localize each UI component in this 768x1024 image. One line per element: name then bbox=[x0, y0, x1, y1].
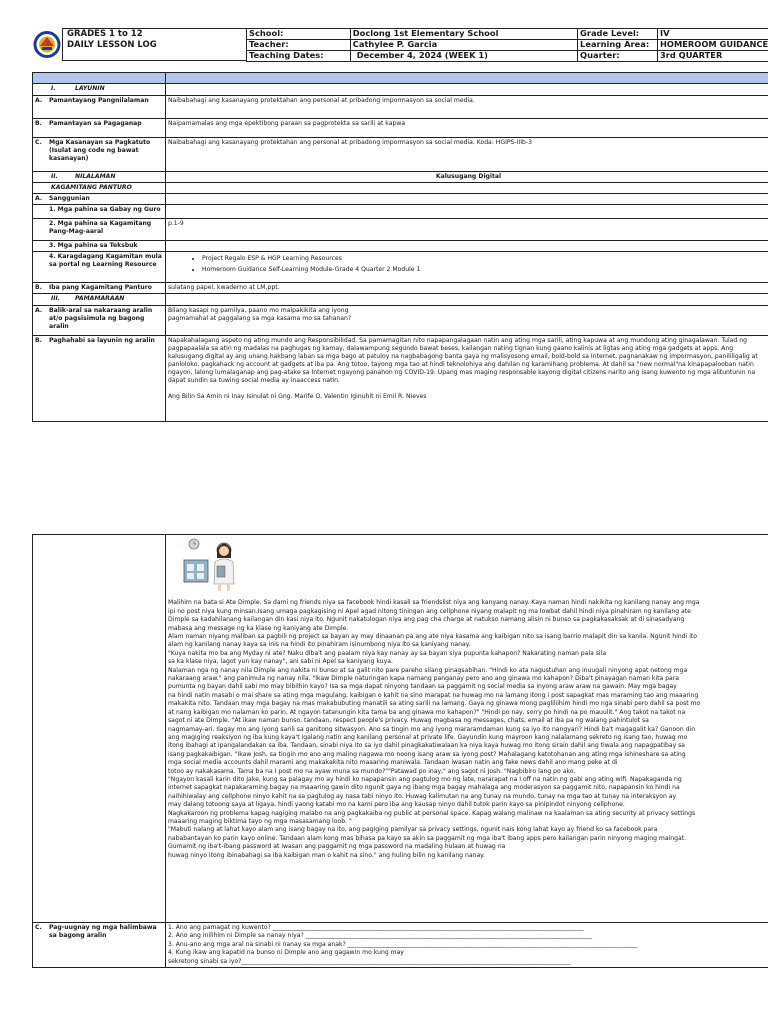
value-nilalaman: Kalusugang Digital bbox=[166, 172, 768, 183]
dates-value: December 4, 2024 (WEEK 1) bbox=[350, 51, 577, 62]
paghahabi-credit: Ang Bilin Sa Amin ni Inay Isinulat ni Gng. Marife O. Valentin Iginuhit ni Emil R. Nieves bbox=[168, 393, 427, 401]
section-title-layunin: LAYUNIN bbox=[75, 85, 105, 92]
story-line: "Ngayon kasali karin dito Jake, kung sa palagay mo ay hindi ko napapansin ang pagtulog mo ng late, nararapat na I off na natin ng gabi ang ating wifi. Napakaganda ng bbox=[168, 775, 682, 783]
row-kasanayan: C. Mga Kasanayan sa Pagkatuto (Isulat ang code ng bawat kasanayan) Naibabahagi ang kasanayang protektahan ang personal at pribadong impormasyon sa social media. Koda: HGIPS-IIIb-3 bbox=[33, 138, 768, 172]
dll-header bbox=[32, 28, 768, 61]
row-nilalaman: II. NILALAMAN Kalusugang Digital bbox=[33, 172, 768, 183]
label-teksbuk: 3. Mga pahina sa Teksbuk bbox=[33, 241, 166, 252]
row-balik-aral: A. Balik-aral sa nakaraang aralin at/o pagsisimula ng bagong aralin Bilang kasapi ng pamilya, paano mo maipakikita ang iyong pagmamahal at paggalang sa mga kasama mo sa tahanan? bbox=[33, 305, 768, 335]
story-table bbox=[32, 534, 768, 968]
story-illustration bbox=[182, 536, 244, 592]
row-pamamaraan: III. PAMAMARAAN bbox=[33, 294, 768, 305]
story-line: internet sapagkat napakaraming bagay na maaaring gawin dito ngunit gaya ng ibang mga bagay mahalaga ang moderasyon sa paggamit nito, napapansin ko hindi na bbox=[168, 784, 680, 792]
section-title-nilalaman: NILALAMAN bbox=[75, 173, 116, 180]
row-sanggunian: A. Sanggunian bbox=[33, 194, 768, 205]
title-grades: GRADES 1 to 12 bbox=[67, 29, 143, 39]
story-line: totoo ay nakakasama. Tama ba na I post mo na ayaw muna sa mundo?""Patawad po inay," ang sagot ni Josh. "Nagbibiro lang po ako. bbox=[168, 767, 576, 775]
row-story bbox=[33, 535, 768, 923]
story-line: isang pagkakaibigan. "Ikaw Josh, sa tingin mo ano ang maling nagawa mo noong isang araw sa iyong post? Mahalagang katotohanan ang ating mga ishineshare sa ating bbox=[168, 750, 686, 758]
question-line[interactable]: 3. Anu-ano ang mga aral na sinabi ni nanay sa mga anak? _______________________________________________________________________________________________ bbox=[168, 940, 638, 948]
label-pamantayang-nilalaman: Pamantayang Pangnilalaman bbox=[49, 97, 149, 104]
label-karagdagang-kagamitan: 4. Karagdagang Kagamitan mula sa portal ng Learning Resource bbox=[33, 252, 166, 283]
question-line[interactable]: 1. Ano ang pamagat ng kuwento? ______________________________________________________________________________________________________ bbox=[168, 924, 584, 931]
label-balik-aral: Balik-aral sa nakaraang aralin at/o pagsisimula ng bagong aralin bbox=[49, 306, 153, 330]
story-line: pumunta ng bayan dahil sabi mo may bibilhin kayo? Isa sa mga dapat ninyong tandaan sa paggamit ng social media sa inyong araw araw na gawain. May mga bagay bbox=[168, 683, 677, 691]
row-pag-uugnay: C. Pag-uugnay ng mga halimbawa sa bagong aralin 1. Ano ang pamagat ng kuwento? ______________________________________________________________________________________________________ 2. Ano ang inilihim ni Dimple sa nanay niya? ______________________________________________________________________________________________ 3. Anu-ano ang mga aral na sinabi ni nanay sa mga anak? _______________________________________________________________________________________________ 4. Kung ikaw ang kapatid na bunso ni Dimple ano ang gagawin mo kung may sekretong sinabi sa iyo?____________________________________________________________________________________________________________ bbox=[33, 923, 768, 968]
text-kasanayan: Naibabahagi ang kasanayang protektahan ang personal at pribadong impormasyon sa social media. Koda: HGIPS-IIIb-3 bbox=[166, 138, 768, 172]
story-line: makakita nito. Tandaan may mga bagay na mas makabubuting manatili sa ating sarili na lamang. Gaya ng ginawa mong pagliliihim hindi mo nga sinabi pero dahil sa post mo bbox=[168, 700, 701, 708]
question-line[interactable]: sekretong sinabi sa iyo?____________________________________________________________________________________________________________ bbox=[168, 957, 571, 965]
label-paghahabi: Paghahabi sa layunin ng aralin bbox=[49, 336, 155, 344]
label-kasanayan: Mga Kasanayan sa Pagkatuto (Isulat ang code ng bawat kasanayan) bbox=[49, 139, 151, 163]
grade-label: Grade Level: bbox=[578, 29, 658, 40]
deped-seal-logo bbox=[32, 28, 62, 61]
lesson-table bbox=[32, 72, 768, 422]
story-line: ipi no post niya kung minsan.Isang umaga pagkagising ni Apel agad nitong tiningan ang cellphone niyang malapit ng ma lowbat dahil hindi niya pinahiram ng kanilang ate bbox=[168, 607, 691, 615]
story-line: sa ka klase niya, lagot yun kay nanay", ani sabi ni Apel sa kaniyang kuya. bbox=[168, 658, 393, 666]
row-layunin bbox=[33, 84, 768, 96]
story-line: alam ng kanilang nanay kaya sa inis na hindi ito pinahiram isinumbong niya ito sa kaniyang nanay. bbox=[168, 641, 471, 649]
story-line: na hindi natin masabi o mai share sa ating mga magulang, kaibigan o kahit na sino marapat na huwag mo na lamang itong i post sapagkat mas maraming tao ang maaaring bbox=[168, 691, 699, 699]
label-iba-pang-kagamitan: Iba pang Kagamitang Panturo bbox=[49, 284, 152, 292]
story-line: naihihiwalay ang cellphone ninyo kahit na sa pagtulog ay nasa tabi ninyo ito. Huwag kalimutan na ang tunay na mundo, tunay na mga tao at tunay na interaksyon ay bbox=[168, 792, 677, 800]
grade-value: IV bbox=[657, 29, 768, 40]
text-pamantayan-pagaganap: Naipamamalas ang mga epektibong paraan sa pagprotekta sa sarili at kapwa bbox=[166, 119, 768, 138]
story-line: mga social media accounts dahil marami ang makakakita nito maaaring maniwala. Tandaan iwasan natin ang fake news dahil ano mang peke at di bbox=[168, 759, 618, 767]
label-pag-uugnay: Pag-uugnay ng mga halimbawa sa bagong aralin bbox=[49, 924, 157, 940]
label-gabay-guro: 1. Mga pahina sa Gabay ng Guro bbox=[33, 205, 166, 219]
section-title-pamamaraan: PAMAMARAAN bbox=[75, 295, 125, 303]
school-label: School: bbox=[247, 29, 351, 40]
row-iba-pang-kagamitan: B. Iba pang Kagamitang Panturo sulatang papel, kwaderno at LM,ppt. bbox=[33, 283, 768, 294]
area-value: HOMEROOM GUIDANCE bbox=[657, 40, 768, 51]
story-line: Nalaman nga ng nanay nila Dimple ang nakita ni bunso at sa galit nito pare pareho silang pinagsabihan. "Hindi ko ata nagustuhan ang inuugali ninyong apat netong mga bbox=[168, 666, 688, 674]
story-line: huwag ninyo itong ibinabahagi sa iba kaibigan man o kahit na sino." ang huling bilin ng kanilang nanay. bbox=[168, 851, 485, 859]
paghahabi-text: Napakahalagang aspeto ng ating mundo ang Responsibilidad. Sa pamamagitan nito napapangalagaan natin ang ating mga sarili, ating kapuwa at ang mundong ating ginagalawan. Tulad ng pagpapaalala sa atin ng madalas na paghugas ng kamay, dalawampung segundo bawat beses, kailangan nating tignan kung gaano kalinis at ligtas ang ating mga gadgets at apps. Ang kalusugang digital ay ang unang hakbang laban sa mga bago at patuloy na nagbabagong banta gaya ng malisyosong email, bold-bold sa Internet, pagnanakaw ng impormasyon, panililigalig at panloloko, pagkahack ng account at gadgets at iba pa. Ang totoo, tayong mga tao at hindi teknolohiya ang dahilan ng karamihang problema. At dahil sa "new normal"na kinapapalooban natin ngayon, lalong lumalaganap ang pag-atake sa Internet ngayong panahon ng COVID-19. Upang mas maging responsable kayong digital citizens narito ang isang kuwento ng mga alituntunin na dapat sundin sa tuwing social media ay inaaccess natin. bbox=[168, 336, 758, 385]
story-line: itong ibahagi at ipangalandakan sa iba. Tandaan, sinabi niya ito sa iyo dahil pinagkakatiwalaan ka niya kaya huwag mo itong sirain dahil ang tiwala ang napagpatibay sa bbox=[168, 742, 686, 750]
title-kagamitang-panturo: KAGAMITANG PANTURO bbox=[33, 183, 166, 194]
row-pamantayang-nilalaman: A. Pamantayang Pangnilalaman Naibabahagi ang kasanayang protektahan ang personal at pribadong impormasyon sa social media. bbox=[33, 96, 768, 119]
quarter-label: Quarter: bbox=[578, 51, 658, 62]
row-gabay-guro bbox=[33, 205, 768, 219]
school-value: Doclong 1st Elementary School bbox=[350, 29, 577, 40]
dll-title bbox=[62, 28, 246, 61]
story-line: Alam naman niyang maliban sa pagbili ng project sa bayan ay may dinaanan pa ang ate niya kasama ang kaibigan nito sa isang barrio malapit din sa kanila. Ngunit hindi ito bbox=[168, 633, 698, 641]
story-line: nakaraang araw." ang panimula ng nanay nila. "Ikaw Dimple naturingan kapa namang panganay pero ano ang ginawa mo kahapon? Diba't pinayagan naman kita para bbox=[168, 675, 680, 683]
story-line: "Kuya nakita mo ba ang Myday ni ate? Naku diba't ang paalam niya kay nanay ay sa bayan siya pupunta kahapon? Nakarating naman pala sila bbox=[168, 649, 607, 657]
row-pamantayan-pagaganap: B. Pamantayan sa Pagaganap Naipamamalas ang mga epektibong paraan sa pagprotekta sa sarili at kapwa bbox=[33, 119, 768, 138]
story-line: nababantayan ko parin kayo online. Tandaan alam kong mas bihasa pa kayo sa akin sa paggamit ng mga iba't ibang apps pero kailangan parin ninyong maging maingat. bbox=[168, 834, 687, 842]
teacher-label: Teacher: bbox=[247, 40, 351, 51]
balik-aral-line1: Bilang kasapi ng pamilya, paano mo maipakikita ang iyong bbox=[168, 306, 349, 314]
quarter-value: 3rd QUARTER bbox=[657, 51, 768, 62]
balik-aral-line2: pagmamahal at paggalang sa mga kasama mo sa tahanan? bbox=[168, 314, 352, 322]
header-info-table bbox=[246, 28, 768, 62]
section-num: I. bbox=[51, 85, 56, 92]
resource-item: • Homeroom Guidance Self-Learning Module-Grade 4 Quarter 2 Module 1 bbox=[202, 266, 768, 274]
question-line[interactable]: 2. Ano ang inilihim ni Dimple sa nanay niya? ______________________________________________________________________________________________ bbox=[168, 932, 593, 940]
questions-cell bbox=[166, 923, 768, 968]
story-line: Gumamit ng iba't-ibang password at iwasan ang paggamit ng mga password na madaling hulaan at huwag na bbox=[168, 843, 506, 851]
value-iba-pang-kagamitan: sulatang papel, kwaderno at LM,ppt. bbox=[166, 283, 768, 294]
teacher-value: Cathylee P. Garcia bbox=[350, 40, 577, 51]
title-dll: DAILY LESSON LOG bbox=[67, 40, 157, 50]
row-karagdagang-kagamitan bbox=[33, 252, 768, 283]
row-kagamitang-panturo bbox=[33, 183, 768, 194]
text-pamantayang-nilalaman: Naibabahagi ang kasanayang protektahan ang personal at pribadong impormasyon sa social media. bbox=[166, 96, 768, 119]
story-line: Nagkakaroon ng problema kapag nagiging malabo na ang pagkakaiba ng public at personal space. Kapag walang malinaw na kaalaman sa ating security at privacy settings bbox=[168, 809, 696, 817]
story-line: ang magiging reaksiyon ng iba kung kaya't igalang natin ang kanilang personal at private life. Gayundin kung mayroon kang nalalamang sekreto ng isang tao, huwag mo bbox=[168, 733, 688, 741]
resource-item: • Project Regalo ESP & HGP Learning Resources bbox=[202, 255, 768, 263]
story-line: Dimple sa kadahilanang kailangan din kasi niya ito. Ngunit nakatulogan niya ang pag cha charge at natukso namang alisin ni bunso sa pagkakasaksak at di sinasadyang bbox=[168, 616, 685, 624]
story-line: Malihim na bata si Ate Dimple. Sa dami ng friends niya sa facebook hindi kasali sa friendslist niya ang kanyang nanay. Kaya naman hindi nakikita ng kanilang nanay ang mga bbox=[168, 599, 700, 607]
resource-list bbox=[168, 255, 768, 274]
label-sanggunian: Sanggunian bbox=[49, 195, 90, 203]
story-line: at nang kaibigan mo nalaman ko parin. At ngayon tatanungin kita tama ba ang ginawa mo kahapon?" "Hindi po nay, sorry po hindi na po mauulit." Ang takot na takot na bbox=[168, 708, 686, 716]
story-line: maaaring maging biktima tayo ng mga masasamang loob. " bbox=[168, 817, 352, 825]
story-line: mabasa ang message ng ka klase ng kaniyang ate Dimple. bbox=[168, 624, 349, 632]
label-kagamitang-mag-aaral: 2. Mga pahina sa Kagamitang Pang-Mag-aaral bbox=[33, 219, 166, 241]
label-pamantayan-pagaganap: Pamantayan sa Pagaganap bbox=[49, 120, 142, 127]
dates-label: Teaching Dates: bbox=[247, 51, 351, 62]
story-line: may dalang totoong saya at ligaya, hindi yaong katabi mo na kami pero iba ang kausap ninyo dahil tutok parin kayo sa pinipindot ninyong cellphone. bbox=[168, 801, 625, 809]
question-line: 4. Kung ikaw ang kapatid na bunso ni Dimple ano ang gagawin mo kung may bbox=[168, 949, 404, 957]
row-kagamitang-mag-aaral bbox=[33, 219, 768, 241]
row-paghahabi: B. Paghahabi sa layunin ng aralin Napakahalagang aspeto ng ating mundo ang Responsibilidad. Sa pamamagitan nito napapangalagaan natin ang ating mga sarili, ating kapuwa at ang mundong ating ginagalawan. Tulad ng pagpapaalala sa atin ng madalas na paghugas ng kamay, dalawampung segundo bawat beses, kailangan nating tignan kung gaano kalinis at ligtas ang ating mga gadgets at apps. Ang kalusugang digital ay ang unang hakbang laban sa mga bago at patuloy na nagbabagong banta gaya ng malisyosong email, bold-bold sa Internet, pagnanakaw ng impormasyon, panililigalig at panloloko, pagkahack ng account at gadgets at iba pa. Ang totoo, tayong mga tao at hindi teknolohiya ang dahilan ng karamihang problema. At dahil sa "new normal"na kinapapalooban natin ngayon, lalong lumalaganap ang pag-atake sa Internet ngayong panahon ng COVID-19. Upang mas maging responsable kayong digital citizens narito ang isang kuwento ng mga alituntunin na dapat sundin sa tuwing social media ay inaaccess natin. Ang Bilin Sa Amin ni Inay Isinulat ni Gng. Marife O. Valentin Iginuhit ni Emil R. Nieves bbox=[33, 335, 768, 421]
story-line: nagmamay-ari. Ilagay mo ang iyong sarili sa ganitong sitwasyon. Ano sa tingin mo ang iyong mararamdaman kung sa iyo ito nangyari? Hindi ba't magagalit ka? Ganoon din bbox=[168, 725, 696, 733]
area-label: Learning Area: bbox=[578, 40, 658, 51]
story-line: "Mabuti nalang at lahat kayo alam ang isang bagay na ito, ang pagiging pamilyar sa privacy settings, ngunit nais kong lahat kayo ay friend ko sa facebook para bbox=[168, 826, 658, 834]
value-kagamitang-mag-aaral: p.1-9 bbox=[166, 219, 768, 241]
story-line: sagot ni ate Dimple. "At ikaw naman bunso, tandaan, respect people's privacy. Huwag magbasa ng messages, chats, email at iba pa ng walang pahintulot sa bbox=[168, 717, 649, 725]
story-cell bbox=[166, 535, 768, 923]
story-text bbox=[168, 599, 768, 860]
table-header-row bbox=[33, 73, 768, 84]
row-teksbuk bbox=[33, 241, 768, 252]
